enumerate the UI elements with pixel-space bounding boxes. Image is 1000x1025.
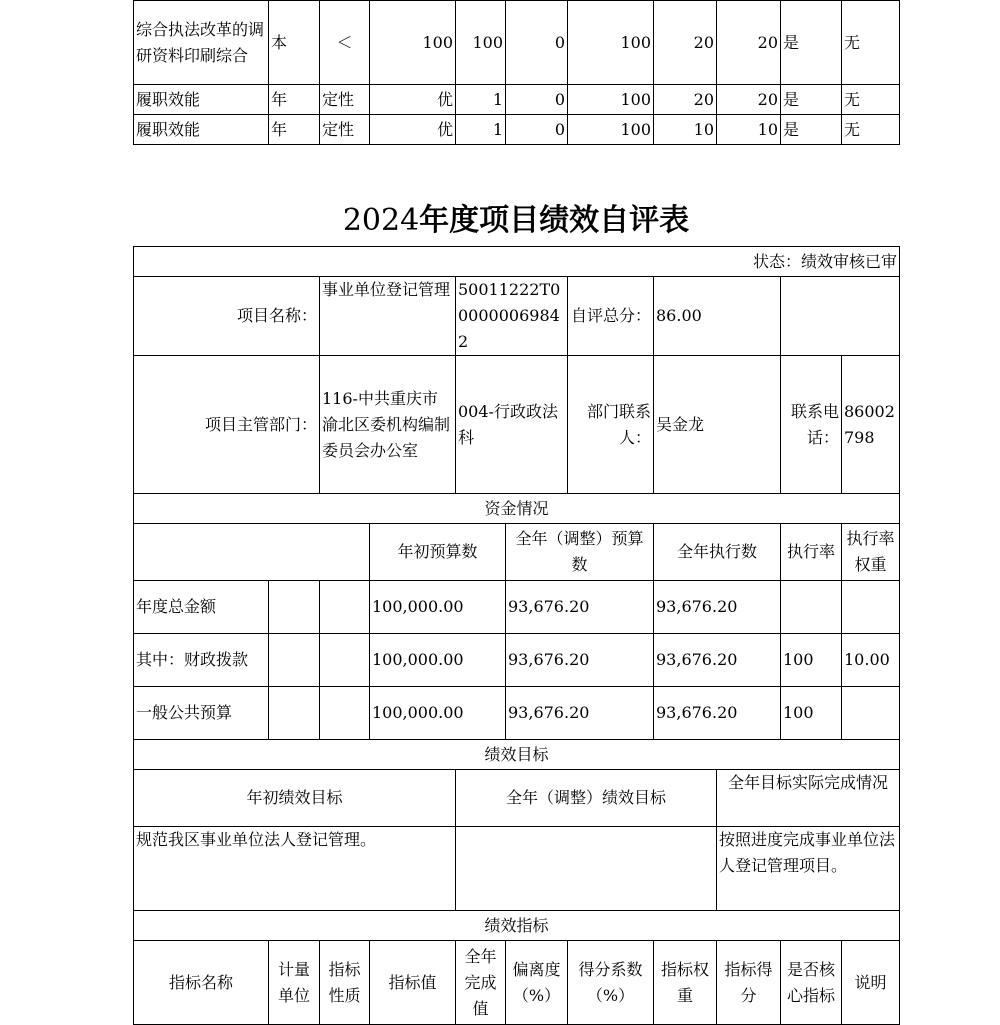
initial-budget: 100,000.00 bbox=[370, 687, 506, 740]
funds-row bbox=[134, 687, 900, 740]
title-year: 2024 bbox=[342, 203, 420, 238]
unit: 年 bbox=[269, 85, 320, 115]
score: 20 bbox=[717, 85, 781, 115]
department-value: 116-中共重庆市渝北区委机构编制委员会办公室 bbox=[320, 356, 456, 494]
funds-section-title: 资金情况 bbox=[134, 494, 900, 524]
nature: 定性 bbox=[320, 85, 370, 115]
goals-section-row bbox=[134, 740, 900, 770]
goals-section-title: 绩效目标 bbox=[134, 740, 900, 770]
col-actual-value: 全年完成值 bbox=[456, 941, 506, 1025]
col-unit: 计量单位 bbox=[269, 941, 320, 1025]
actual-value: 1 bbox=[456, 85, 506, 115]
goals-row bbox=[134, 827, 900, 911]
indicators-header-row bbox=[134, 941, 900, 1025]
col-executed: 全年执行数 bbox=[654, 524, 781, 581]
phone-value: 86002798 bbox=[842, 356, 900, 494]
rate-weight bbox=[842, 581, 900, 634]
evaluation-table bbox=[133, 246, 900, 1025]
exec-rate bbox=[781, 581, 842, 634]
col-weight: 指标权重 bbox=[654, 941, 717, 1025]
adjusted-budget: 93,676.20 bbox=[506, 634, 654, 687]
table-row bbox=[134, 1, 900, 85]
indicator-name: 履职效能 bbox=[134, 85, 269, 115]
initial-budget: 100,000.00 bbox=[370, 581, 506, 634]
project-name-row bbox=[134, 277, 900, 356]
finance-office-value: 004-行政政法科 bbox=[456, 356, 568, 494]
actual-value: 1 bbox=[456, 115, 506, 145]
funds-row-label: 一般公共预算 bbox=[134, 687, 269, 740]
remark: 无 bbox=[842, 85, 900, 115]
goals-header-row bbox=[134, 770, 900, 827]
project-name-value: 事业单位登记管理 bbox=[320, 277, 456, 356]
score-value: 86.00 bbox=[654, 277, 781, 356]
actual-value: 100 bbox=[456, 1, 506, 85]
col-score: 指标得分 bbox=[717, 941, 781, 1025]
project-name-label: 项目名称： bbox=[134, 277, 320, 356]
contact-label: 部门联系人： bbox=[568, 356, 654, 494]
is-core: 是 bbox=[781, 1, 842, 85]
executed-amount: 93,676.20 bbox=[654, 581, 781, 634]
weight: 20 bbox=[654, 85, 717, 115]
prev-indicator-table bbox=[133, 0, 900, 145]
target-value: 优 bbox=[370, 85, 456, 115]
is-core: 是 bbox=[781, 85, 842, 115]
col-adjusted-goal: 全年（调整）绩效目标 bbox=[456, 770, 717, 827]
col-exec-rate: 执行率 bbox=[781, 524, 842, 581]
col-deviation: 偏离度（%） bbox=[506, 941, 568, 1025]
col-actual-completion: 全年目标实际完成情况 bbox=[717, 770, 900, 827]
unit: 年 bbox=[269, 115, 320, 145]
target-value: 优 bbox=[370, 115, 456, 145]
unit: 本 bbox=[269, 1, 320, 85]
col-remark: 说明 bbox=[842, 941, 900, 1025]
initial-budget: 100,000.00 bbox=[370, 634, 506, 687]
score-label: 自评总分： bbox=[568, 277, 654, 356]
col-indicator-name: 指标名称 bbox=[134, 941, 269, 1025]
empty-cell bbox=[781, 277, 900, 356]
funds-row bbox=[134, 581, 900, 634]
coefficient: 100 bbox=[568, 85, 654, 115]
status-badge: 状态：绩效审核已审 bbox=[134, 247, 900, 277]
score: 10 bbox=[717, 115, 781, 145]
coefficient: 100 bbox=[568, 115, 654, 145]
col-adjusted-budget: 全年（调整）预算数 bbox=[506, 524, 654, 581]
phone-label: 联系电话： bbox=[781, 356, 842, 494]
exec-rate: 100 bbox=[781, 687, 842, 740]
initial-goal-text: 规范我区事业单位法人登记管理。 bbox=[134, 827, 456, 911]
empty-cell bbox=[134, 524, 370, 581]
indicator-name: 综合执法改革的调研资料印刷综合 bbox=[134, 1, 269, 85]
col-is-core: 是否核心指标 bbox=[781, 941, 842, 1025]
remark: 无 bbox=[842, 115, 900, 145]
col-rate-weight: 执行率权重 bbox=[842, 524, 900, 581]
deviation: 0 bbox=[506, 115, 568, 145]
indicator-name: 履职效能 bbox=[134, 115, 269, 145]
department-row bbox=[134, 356, 900, 494]
table-row bbox=[134, 85, 900, 115]
table-row bbox=[134, 115, 900, 145]
adjusted-budget: 93,676.20 bbox=[506, 687, 654, 740]
nature: 定性 bbox=[320, 115, 370, 145]
score: 20 bbox=[717, 1, 781, 85]
weight: 20 bbox=[654, 1, 717, 85]
project-code-value: 50011222T000000069842 bbox=[456, 277, 568, 356]
col-initial-goal: 年初绩效目标 bbox=[134, 770, 456, 827]
funds-row-label: 其中：财政拨款 bbox=[134, 634, 269, 687]
col-initial-budget: 年初预算数 bbox=[370, 524, 506, 581]
page-title bbox=[0, 199, 1000, 243]
contact-value: 吴金龙 bbox=[654, 356, 781, 494]
funds-section-row bbox=[134, 494, 900, 524]
deviation: 0 bbox=[506, 1, 568, 85]
is-core: 是 bbox=[781, 115, 842, 145]
indicators-section-title: 绩效指标 bbox=[134, 911, 900, 941]
funds-row-label: 年度总金额 bbox=[134, 581, 269, 634]
actual-completion-text: 按照进度完成事业单位法人登记管理项目。 bbox=[717, 827, 900, 911]
nature: ＜ bbox=[320, 1, 370, 85]
indicators-section-row bbox=[134, 911, 900, 941]
exec-rate: 100 bbox=[781, 634, 842, 687]
adjusted-budget: 93,676.20 bbox=[506, 581, 654, 634]
executed-amount: 93,676.20 bbox=[654, 687, 781, 740]
status-row bbox=[134, 247, 900, 277]
title-text: 年度项目绩效自评表 bbox=[419, 203, 690, 238]
rate-weight: 10.00 bbox=[842, 634, 900, 687]
coefficient: 100 bbox=[568, 1, 654, 85]
weight: 10 bbox=[654, 115, 717, 145]
rate-weight bbox=[842, 687, 900, 740]
department-label: 项目主管部门： bbox=[134, 356, 320, 494]
funds-header-row bbox=[134, 524, 900, 581]
remark: 无 bbox=[842, 1, 900, 85]
deviation: 0 bbox=[506, 85, 568, 115]
adjusted-goal-text bbox=[456, 827, 717, 911]
col-nature: 指标性质 bbox=[320, 941, 370, 1025]
col-coefficient: 得分系数（%） bbox=[568, 941, 654, 1025]
col-target-value: 指标值 bbox=[370, 941, 456, 1025]
target-value: 100 bbox=[370, 1, 456, 85]
executed-amount: 93,676.20 bbox=[654, 634, 781, 687]
funds-row bbox=[134, 634, 900, 687]
